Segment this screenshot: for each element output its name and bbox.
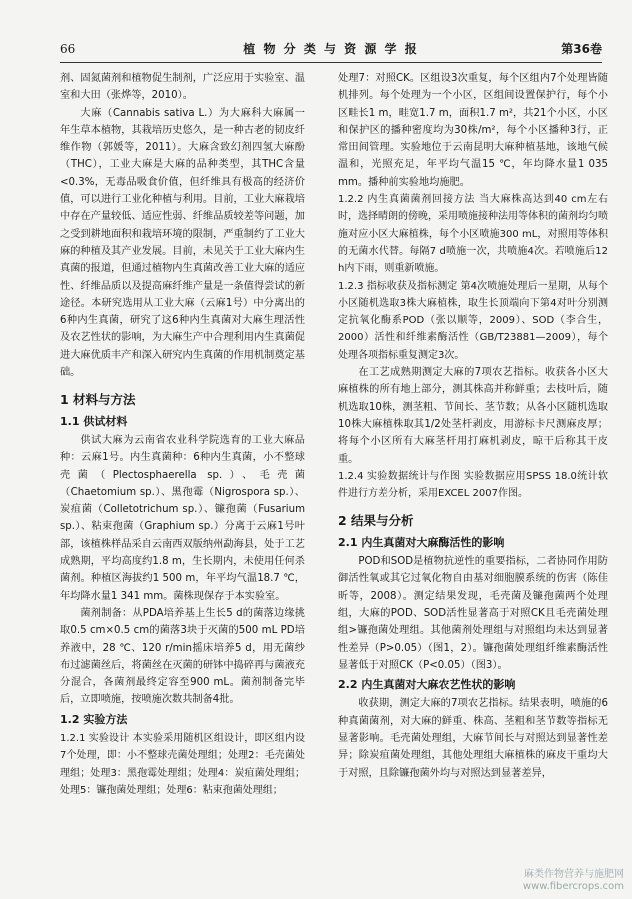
design-continuation: 处理7：对照CK。区组设3次重复，每个区组内7个处理皆随机排列。每个处理为一个小区，区组间设置保护行，每个小区畦长1 m，畦宽1.7 m，面积1.7 m²，共21个小区，小区和保护区的播种密度均为30株/m²，每个小区播种3行，正常田间管理。实验地位于云南昆明大麻种植基地，该地气候温和，光照充足，年平均气温15 ℃，年均降水量1 035 mm。播种前实验地均施肥。 bbox=[338, 73, 608, 188]
page-number: 66 bbox=[60, 42, 76, 56]
measurement-paragraph: 1.2.3 指标收获及指标测定 第4次喷施处理后一星期，从每个小区随机选取3株大麻植株，取生长顶端向下第4对叶分别测定抗氧化酶系POD（张以顺等，2009）、SOD（李合生，2000）活性和纤维素酶活性（GB/T23881—2009），每个处理各项指标重复测定3次。 bbox=[338, 280, 608, 361]
materials-paragraph: 供试大麻为云南省农业科学院选育的工业大麻品种：云麻1号。内生真菌种：6种内生真菌，小不整球壳菌（Plectosphaerella sp.）、毛壳菌（Chaetomium sp.）、黑孢霉（Nigrospora sp.）、炭疽菌（Colletotrichum sp.）、镰孢菌（Fusarium sp.）、粘束孢菌（Graphium sp.）分离于云麻1号叶部，该植株样品采自云南西双版纳州勐海县，处于工艺成熟期，平均高度约1.8 m，生长期内，未使用任何杀菌剂。种植区海拔约1 500 m，年平均气温18.7 ℃，年均降水量1 341 mm。菌株现保存于本实验室。 bbox=[60, 434, 305, 602]
subsection-heading-experiment: 1.2 实验方法 bbox=[60, 712, 128, 726]
agronomic-paragraph: 在工艺成熟期测定大麻的7项农艺指标。收获各小区大麻植株的所有地上部分，测其株高并称鲜重；去枝叶后，随机选取10株，测茎粗、节间长、茎节数；从各小区随机选取10株大麻植株取其1/2处茎杆剥皮，用游标卡尺测麻皮厚；将每个小区所有大麻茎杆用打麻机剥皮，晾干后称其干皮重。 bbox=[338, 367, 608, 465]
enzyme-paragraph: POD和SOD是植物抗逆性的重要指标，二者协同作用防御活性氧或其它过氧化物自由基对细胞膜系统的伤害（陈佳昕等，2008）。测定结果发现，毛壳菌及镰孢菌两个处理组，大麻的POD、SOD活性显著高于对照CK且毛壳菌处理组>镰孢菌处理组。其他菌剂处理组与对照组均未达到显著性差异（P>0.05）（图1，2）。镰孢菌处理组纤维素酶活性显著低于对照CK（P<0.05）（图3）。 bbox=[338, 556, 608, 671]
left-column bbox=[60, 70, 305, 799]
inoculation-paragraph: 1.2.2 内生真菌菌剂回接方法 当大麻株高达到40 cm左右时，选择晴朗的傍晚，采用喷施接种法用等体积的菌剂均匀喷施对应小区大麻植株，每个小区喷施300 mL，对照用等体积的无菌水代替。每隔7 d喷施一次，共喷施4次。若喷施后12 h内下雨，则重新喷施。 bbox=[338, 194, 608, 275]
agronomic-results-paragraph: 收获期，测定大麻的7项农艺指标。结果表明，喷施的6种真菌菌剂，对大麻的鲜重、株高、茎粗和茎节数等指标无显著影响。毛壳菌处理组，大麻节间长与对照达到显著性差异；除炭疽菌处理组，其他处理组大麻植株的麻皮干重均大于对照，且除镰孢菌外均与对照达到显著差异， bbox=[338, 698, 608, 779]
header-rule bbox=[60, 62, 602, 63]
section-heading-results: 2 结果与分析 bbox=[338, 513, 414, 529]
watermark bbox=[523, 869, 624, 893]
journal-title: 植 物 分 类 与 资 源 学 报 bbox=[243, 42, 419, 56]
watermark-name: 麻类作物营养与施肥网 bbox=[524, 869, 624, 880]
subsection-heading-materials: 1.1 供试材料 bbox=[60, 414, 128, 428]
volume-label: 第36卷 bbox=[561, 42, 602, 56]
design-paragraph: 1.2.1 实验设计 本实验采用随机区组设计，即区组内设7个处理，即：小不整球壳菌处理组；处理2：毛壳菌处理组；处理3：黑孢霉处理组；处理4：炭疽菌处理组；处理5：镰孢菌处理组；处理6：粘束孢菌处理组； bbox=[60, 732, 305, 796]
statistics-paragraph: 1.2.4 实验数据统计与作图 实验数据应用SPSS 18.0统计软件进行方差分析，采用EXCEL 2007作图。 bbox=[338, 470, 608, 500]
page-header bbox=[60, 38, 602, 58]
watermark-url: www.fibercrops.com bbox=[522, 881, 624, 892]
subsection-heading-agronomic: 2.2 内生真菌对大麻农艺性状的影响 bbox=[338, 678, 516, 692]
subsection-heading-enzyme: 2.1 内生真菌对大麻酶活性的影响 bbox=[338, 535, 505, 549]
intro-continuation: 剂、固氮菌剂和植物促生制剂，广泛应用于实验室、温室和大田（张烨等，2010）。 bbox=[60, 73, 305, 102]
right-column bbox=[338, 70, 608, 782]
intro-paragraph: 大麻（Cannabis sativa L.）为大麻科大麻属一年生草本植物，其栽培历史悠久，是一种古老的韧皮纤维作物（郭媛等，2011）。大麻含致幻剂四氢大麻酚（THC），工业大麻是大麻的品种类型，其THC含量<0.3%，无毒品吸食价值，但纤维具有极高的经济价值，可以进行工业化种植与利用。目前，工业大麻栽培中存在产量较低、适应性弱、纤维品质较差等问题，加之受到耕地面积和栽培环境的限制，严重制约了工业大麻的种植及其产业发展。目前，未见关于工业大麻内生真菌的报道，但通过植物内生真菌改善工业大麻的适应性、纤维品质以及提高麻纤维产量是一条值得尝试的新途径。本研究选用从工业大麻（云麻1号）中分离出的6种内生真菌，研究了这6种内生真菌对大麻生理活性及农艺性状的影响，为大麻生产中合理利用内生真菌促进大麻优质丰产和深入研究内生真菌的作用机制奠定基础。 bbox=[60, 107, 305, 379]
section-heading-methods: 1 材料与方法 bbox=[60, 392, 136, 408]
inoculum-paragraph: 菌剂制备：从PDA培养基上生长5 d的菌落边缘挑取0.5 cm×0.5 cm的菌落3块于灭菌的500 mL PD培养液中，28 ℃、120 r/min摇床培养5 d，用无菌纱布过滤菌丝后，将菌丝在灭菌的研钵中捣碎再与菌液充分混合，各菌剂最终定容至900 mL。菌剂制备完毕后，立即喷施，按喷施次数共制备4批。 bbox=[60, 607, 305, 706]
